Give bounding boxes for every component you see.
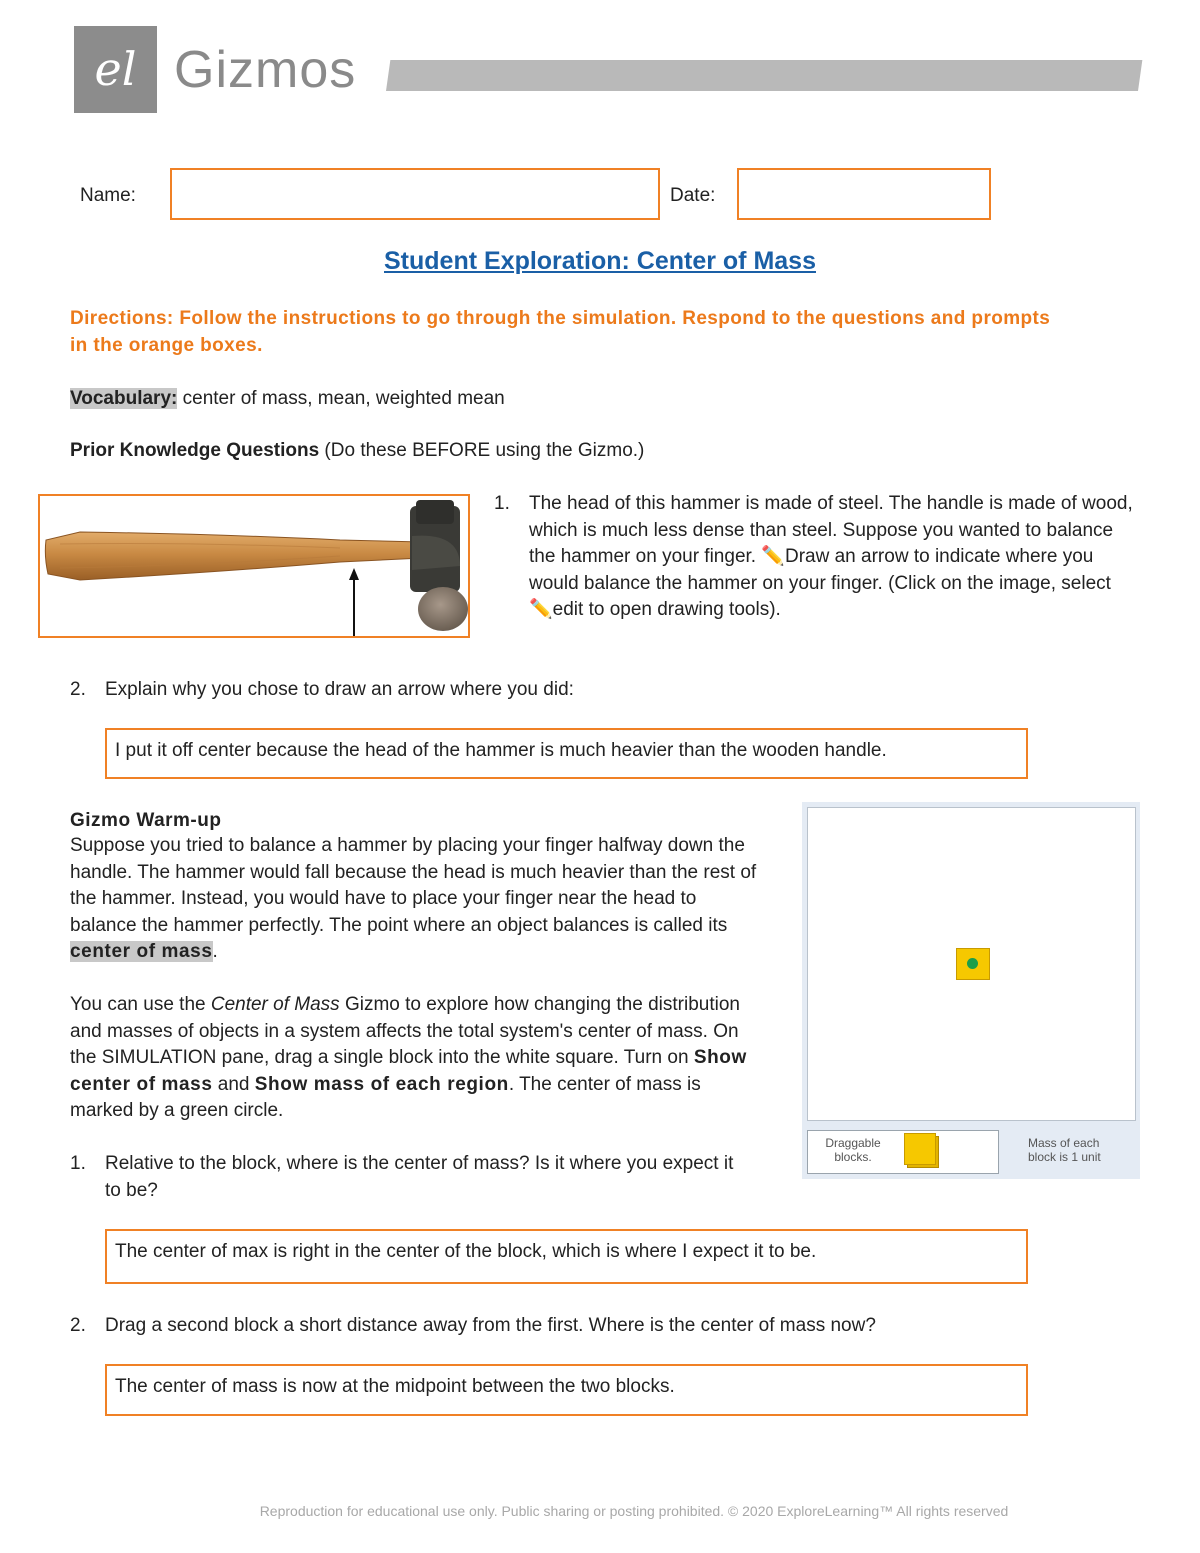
warmup-q2-answer: The center of mass is now at the midpoint between the two blocks.: [115, 1376, 675, 1397]
draggable-block[interactable]: [904, 1133, 936, 1165]
gizmo-name: Center of Mass: [210, 994, 340, 1015]
show-center-of-mass-option: Show center of mass: [70, 1047, 747, 1095]
brand-name: Gizmos: [174, 41, 357, 99]
hammer-image: [40, 496, 468, 636]
date-label: Date:: [670, 185, 716, 206]
warmup-q1-answer-box[interactable]: [105, 1229, 1028, 1284]
warmup-p2-b: Gizmo to explore how changing the distribution and masses of objects in a system affects the total system's center of mass. On the SIMULATION pane, drag a single block into the white square. Turn on: [70, 994, 740, 1068]
date-value: [739, 160, 755, 201]
page-title: Student Exploration: Center of Mass: [384, 247, 816, 275]
copyright-footer: Reproduction for educational use only. Public sharing or posting prohibited. © 2020 ExploreLearning™ All rights reserved: [259, 1503, 1009, 1519]
prior-q1-number: 1.: [494, 493, 510, 514]
vocabulary-label: Vocabulary:: [70, 388, 178, 409]
warmup-p2-c: and: [212, 1073, 255, 1095]
name-field[interactable]: [170, 168, 660, 220]
prior-q2-number: 2.: [70, 679, 86, 700]
directions: Directions: Follow the instructions to go through the simulation. Respond to the questions and prompts in the orange boxes.: [70, 308, 1051, 356]
simulation-white-square[interactable]: [807, 807, 1136, 1121]
prior-q2-answer-box[interactable]: [105, 728, 1028, 779]
warmup-p1-end: .: [212, 941, 218, 962]
warmup-q1-text: Relative to the block, where is the center of mass? Is it where you expect it to be?: [105, 1153, 734, 1201]
name-value: [172, 160, 188, 201]
prior-heading-text: Prior Knowledge Questions: [70, 440, 320, 461]
warmup-paragraph-1: [70, 833, 760, 966]
warmup-q2-answer-box[interactable]: [105, 1364, 1028, 1416]
warmup-q1-answer: The center of max is right in the center of the block, which is where I expect it to be.: [115, 1241, 817, 1262]
prior-heading-note: (Do these BEFORE using the Gizmo.): [319, 440, 645, 461]
hammer-image-frame[interactable]: [38, 494, 470, 638]
warmup-question-1: [70, 1151, 750, 1204]
simulation-panel: [802, 802, 1140, 1179]
prior-knowledge-heading: [70, 438, 644, 465]
mass-per-block-label: Mass of each block is 1 unit: [1028, 1136, 1101, 1164]
draggable-blocks-tray: [807, 1130, 999, 1174]
prior-q2-answer: I put it off center because the head of the hammer is much heavier than the wooden handle.: [115, 740, 887, 761]
prior-question-1: [494, 491, 1134, 624]
warmup-question-2: [70, 1313, 1070, 1340]
center-of-mass-term: center of mass: [70, 941, 213, 962]
header-bar: [386, 60, 1142, 91]
warmup-q2-number: 2.: [70, 1315, 86, 1336]
prior-question-2: [70, 677, 970, 704]
vocabulary-terms: center of mass, mean, weighted mean: [177, 388, 505, 409]
center-of-mass-marker: [967, 958, 978, 969]
warmup-p1-text: Suppose you tried to balance a hammer by placing your finger halfway down the handle. The hammer would fall because the head is much heavier than the rest of the hammer. Instead, you would have to place your finger near the head to balance the hammer perfectly. The point where an object balances is called its: [70, 835, 757, 936]
warmup-q1-number: 1.: [70, 1153, 86, 1174]
warmup-paragraph-2: [70, 992, 760, 1125]
warmup-p2-a: You can use the: [70, 994, 211, 1015]
prior-q1-text: The head of this hammer is made of steel. The handle is made of wood, which is much less dense than steel. Suppose you wanted to balance the hammer on your finger. ✏️Draw an arrow to indicate where you would balance the hammer on your finger. (Click on the image, select ✏️edit to open drawing tools).: [529, 493, 1133, 620]
prior-q2-text: Explain why you chose to draw an arrow where you did:: [105, 679, 574, 700]
date-field[interactable]: [737, 168, 991, 220]
draggable-blocks-label: Draggable blocks.: [825, 1136, 881, 1164]
show-mass-region-option: Show mass of each region: [254, 1073, 509, 1095]
vocabulary: [70, 386, 505, 413]
warmup-q2-text: Drag a second block a short distance away from the first. Where is the center of mass now?: [105, 1315, 876, 1336]
warmup-p2-d: . The center of mass is marked by a green circle.: [70, 1073, 701, 1121]
name-label: Name:: [80, 185, 136, 206]
warmup-heading: Gizmo Warm-up: [70, 810, 222, 831]
explorelearning-logo-icon: el: [94, 42, 137, 96]
